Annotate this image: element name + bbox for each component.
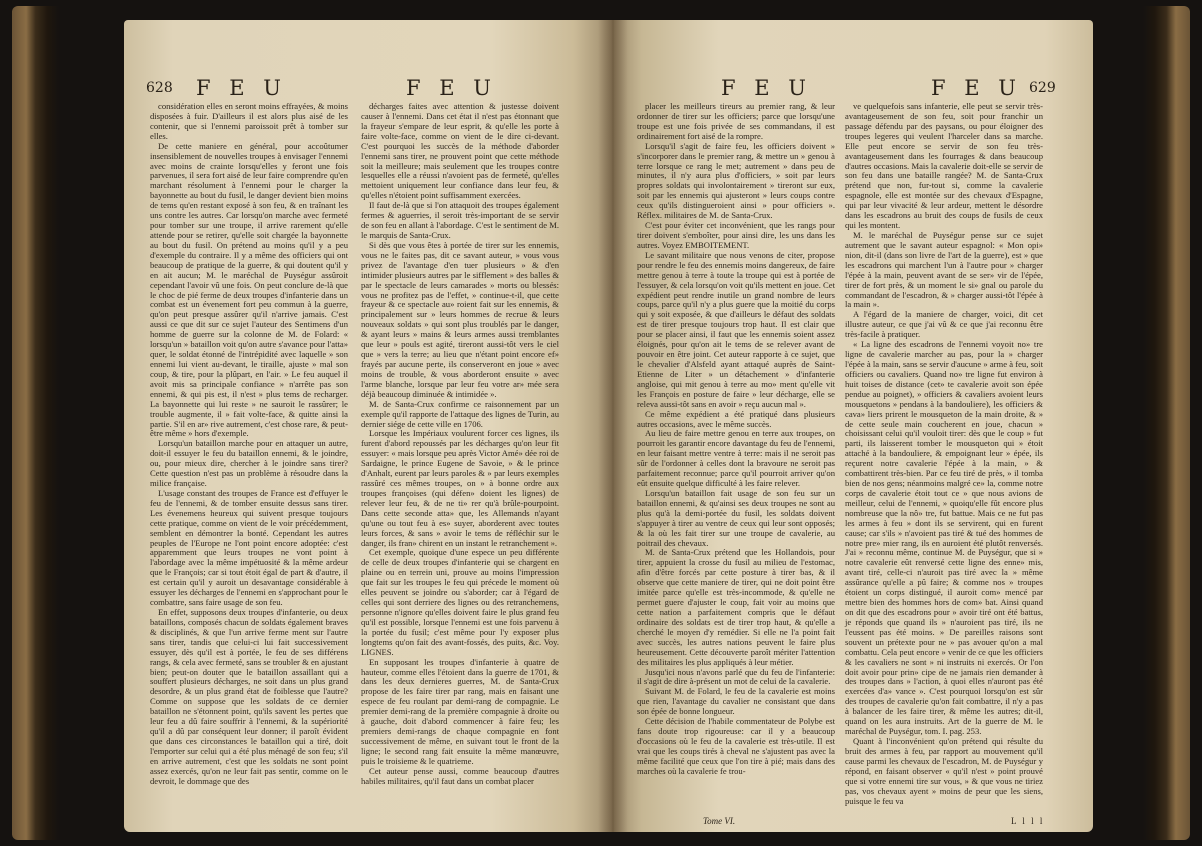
paragraph: Suivant M. de Folard, le feu de la cavalerie est moins que rien, l'avantage du cavalier ne consistant que dans son épée de bonne longueur. bbox=[637, 686, 835, 717]
paragraph: Jusqu'ici nous n'avons parlé que du feu de l'infanterie: il s'agit de dire à-présent un mot de celui de la cavalerie. bbox=[637, 666, 835, 687]
headword: F E U bbox=[931, 76, 1022, 100]
tome-label: Tome VI. bbox=[703, 816, 736, 826]
paragraph: A l'égard de la maniere de charger, voici, dit cet illustre auteur, ce que j'ai vû & ce que j'ai reconnu être très-facile à pratiquer. bbox=[845, 309, 1043, 340]
book bbox=[12, 6, 1190, 840]
paragraph: Au lieu de faire mettre genou en terre aux troupes, on pourroit les garantir encore davantage du feu de l'ennemi, en leur faisant mettre ventre à terre: mais il ne seroit pas sûr de l'ordonner à celles dont la bravoure ne seroit pas parfaitement reconnue; parce qu'il pourroit arriver qu'on eût ensuite quelque difficulté à les faire relever. bbox=[637, 428, 835, 489]
paragraph: décharges faites avec attention & justesse doivent causer à l'ennemi. Dans cet état il n'est pas étonnant que la frayeur s'empare de leur esprit, & qu'elle les porte à faire volte-face, comme on vient de le dire ci-devant. C'est pourquoi les succès de la méthode d'aborder l'ennemi sans tirer, ne prouvent point que cette méthode soit la meilleure; mais seulement que les troupes contre lesquelles elle a réussi n'avoient pas de fermeté, qu'elles mettoient uniquement leur confiance dans leur feu, & qu'elles n'étoient point suffisamment exercées. bbox=[361, 101, 559, 201]
paragraph: Cet auteur pense aussi, comme beaucoup d'autres habiles militaires, qu'il faut dans un combat placer bbox=[361, 765, 559, 786]
paragraph: Lorsqu'il s'agit de faire feu, les officiers doivent » s'incorporer dans le premier rang, & mettre un » genou à terre lorsque ce rang le met; autrement » dans peu de minutes, il n'y aura plus d'officiers, » soit par leurs propres soldats qui involontairement » tireront sur eux, soit par les ennemis qui ajusteront » leurs coups contre ceux qu'ils distingueroient ainsi » pour officiers ». Réflex. militaires de M. de Santa-Crux. bbox=[637, 140, 835, 221]
paragraph: Le savant militaire que nous venons de citer, propose pour rendre le feu des ennemis moins dangereux, de faire mettre genou à terre à toute la troupe qui est à portée de l'essuyer, & cela lorsqu'on voit qu'ils mettent en joue. Cet expédient peut rendre inutile un grand nombre de leurs coups, parce qu'il n'y a plus guere que la moitié du corps qui y soit exposée, & que d'ailleurs le défaut des soldats est de tirer presque toujours trop haut. Il est clair que pour se placer ainsi, il faut que les ennemis soient assez éloignés, pour qu'on ait le tems de se relever avant de pouvoir en être joint. Cet auteur rapporte à ce sujet, que le chevalier d'Alsfeld ayant attaqué auprès de Saint-Etienne de Liter » un détachement » d'infanterie angloise, qui mit genou à terre au mo» ment qu'elle vit les François en posture de faire » leur décharge, elle se releva aussi-tôt sans en avoir » reçu aucun mal ». bbox=[637, 249, 835, 409]
paragraph: placer les meilleurs tireurs au premier rang, & leur ordonner de tirer sur les officiers; parce que lorsqu'une troupe est une fois privée de ses commandans, il est ordinairement fort aisé de la rompre. bbox=[637, 101, 835, 141]
paragraph: Lorsque les Impériaux voulurent forcer ces lignes, ils furent d'abord repoussés par les décharges qu'on leur fit essuyer: « mais lorsque peu après Victor Amé» dée roi de Sardaigne, le prince Eugene de Savoie, » & le prince d'Anhalt, eurent par leurs paroles & » par leurs exemples rassûré ces mêmes troupes, on » à bonne ordre aux troupes françoises (qui défen» doient les lignes) de relever leur feu, & de ne ti» rer qu'à brûle-pourpoint. Dans cette seconde atta» que, les Allemands n'ayant qu'une ou tout feu à es» suyer, aborderent avec toutes leurs forces, & sans » avoir le tems de réfléchir sur le danger, ils fran» chirent en un instant le retranchement ». bbox=[361, 428, 559, 548]
page-number: 628 bbox=[146, 80, 173, 96]
paragraph: En supposant les troupes d'infanterie à quatre de hauteur, comme elles l'étoient dans la guerre de 1701, & dans les deux dernieres guerres, M. de Santa-Crux propose de les faire tirer par rang, mais en faisant une espece de feu roulant par demi-rang de compagnie. Le premier demi-rang de la première compagnie à droite ou à gauche, doit d'abord commencer à faire feu; les premiers demi-rangs de chaque compagnie en font successivement de même, en suivant tout le front de la ligne; le second rang fait ensuite la même manœuvre, puis le troisieme & le quatrieme. bbox=[361, 656, 559, 766]
paragraph: M. de Santa-Crux confirme ce raisonnement par un exemple qu'il rapporte de l'attaque des lignes de Turin, au dernier siége de cette ville en 1706. bbox=[361, 398, 559, 429]
headword: F E U bbox=[196, 76, 287, 100]
paragraph: Cette décision de l'habile commentateur de Polybe est fans doute trop rigoureuse: car il y a beaucoup d'occasions où le feu de la cavalerie est très-utile. Il est vrai que les coups tirés à cheval ne s'ajustent pas avec la même facilité que ceux que l'on tire à pié; mais dans des marches où la cavalerie fe trou- bbox=[637, 716, 835, 776]
paragraph: considération elles en seront moins effrayées, & moins disposées à fuir. D'ailleurs il est alors plus aisé de les contenir, que si l'ennemi paroissoit prêt à tomber sur elles. bbox=[150, 101, 348, 141]
paragraph: Il faut de-là que si l'on attaquoit des troupes également fermes & aguerries, il seroit très-important de se servir de son feu en allant à l'abordage. C'est le sentiment de M. le marquis de Santa-Crux. bbox=[361, 200, 559, 240]
text-column-1 bbox=[150, 102, 348, 812]
paragraph: ve quelquefois sans infanterie, elle peut se servir très-avantageusement de son feu, soit pour franchir un passage défendu par des paysans, ou pour éloigner des troupes legeres qui veulent l'harceler dans sa marche. Elle peut encore se servir de son feu très-avantageusement dans les fourrages & dans beaucoup d'autres occasions. Mais la cavalerie doit-elle se servir de son feu dans une bataille rangée? M. de Santa-Crux prétend que non, fur-tout si, comme la cavalerie espagnole, elle est montée sur des chevaux d'Espagne, qui par leur vivacité & leur ardeur, mettent le désordre dans les escadrons au bruit des coups de fusils de ceux qui les montent. bbox=[845, 101, 1043, 231]
headword: F E U bbox=[721, 76, 812, 100]
paragraph: Cet exemple, quoique d'une espece un peu différente de celle de deux troupes d'infanterie qui se chargent en plaine ou en terrein uni, prouve au moins l'impression que fait sur les troupes le feu qui précede le moment où elles peuvent se joindre ou s'aborder; car à l'égard de celles qui sont derriere des lignes ou des retranchemens, personne n'ignore qu'elles doivent faire le plus grand feu qu'il est possible, lorsque l'ennemi est une fois parvenu à la portée du fusil; c'est même pour l'y exposer plus longtems qu'on fait des avant-fossés, des puits, &c. Voy. LIGNES. bbox=[361, 547, 559, 657]
paragraph: Ce même expédient a été pratiqué dans plusieurs autres occasions, avec le même succès. bbox=[637, 408, 835, 429]
right-running-head bbox=[613, 76, 1093, 102]
left-page bbox=[124, 20, 613, 832]
left-running-head bbox=[124, 76, 613, 102]
page-number: 629 bbox=[1029, 80, 1056, 96]
text-column-2 bbox=[845, 101, 1043, 806]
text-column-2 bbox=[361, 102, 559, 812]
paragraph: Si dès que vous êtes à portée de tirer sur les ennemis, vous ne le faites pas, dit ce savant auteur, » vous vous privez de l'avantage d'en tuer plusieurs » & d'en intimider plusieurs autres par le sifflement » des balles & par le spectacle de leurs camarades » morts ou blessés: vous ne profitez pas de l'effet, » continue-t-il, que cette frayeur & ce spectacle au» roient fait sur les ennemis, & principalement sur » leurs hommes de recrue & leurs nouveaux soldats » qui sont plus troublés par le danger, & ayant leurs » mains & leurs armes aussi tremblantes que leur » pouls est agité, tireront aussi-tôt vers le ciel que » vers la terre; au lieu que n'étant point encore ef» frayés par aucune perte, ils conserveront en joue » avec moins de trouble, & vous aborderont ensuite » avec l'arme blanche, lorsque par leur feu votre ar» mée sera déjà beaucoup diminuée & intimidée ». bbox=[361, 239, 559, 399]
paragraph: Lorsqu'un bataillon marche pour en attaquer un autre, doit-il essuyer le feu du bataillon ennemi, & le joindre, ou, pour mieux dire, chercher à le joindre sans tirer? Cette question n'est pas un problème à résoudre dans la milice française. bbox=[150, 438, 348, 489]
paragraph: En effet, supposons deux troupes d'infanterie, ou deux bataillons, composés chacun de soldats également braves & disciplinés, & que l'un arrive ferme ment sur l'autre sans tirer, tandis que celui-ci lui fait successivement essuyer, dès qu'il est à portée, le feu de ses différens rangs, & cela avec fermeté, sans se troubler & en ajustant bien; peut-on douter que le bataillon assaillant qui a souffert plusieurs décharges, ne soit dans un plus grand desordre, & un plus grand état de foiblesse que l'autre? Comme on suppose que les soldats de ce dernier bataillon ne s'étonnent point, qu'ils savent les pertes que leur feu a dû faire souffrir à l'ennemi, & la supériorité qu'il a dû par conséquent leur donner; il paroît évident que dans ces circonstances le bataillon qui a tiré, doit l'emporter sur celui qui a été plus ménagé de son feu; s'il en arrive autrement, c'est que les soldats ne sont point assez exercés, qu'on ne leur fait pas sentir, comme on le devroit, le dommage que des bbox=[150, 607, 348, 786]
paragraph: C'est pour éviter cet inconvénient, que les rangs pour tirer doivent s'emboîter, pour ainsi dire, les uns dans les autres. Voyez EMBOITEMENT. bbox=[637, 220, 835, 250]
paragraph: « La ligne des escadrons de l'ennemi voyoit no» tre ligne de cavalerie marcher au pas, pour la » charger l'épée à la main, sans se servir d'aucune » arme à feu, soit officiers ou cavaliers. Quand no» tre ligne fut environ à huit toises de distance (cet» te cavalerie avoit son épée pendue au poignet), » officiers & cavaliers avoient leurs mousquetons » pendans à la bandouliere), les officiers & cava» liers prirent le mousqueton de la main droite, & » de cette seule main coucherent en joue, chacun » choisissant celui qu'il vouloit tirer: dès que le coup » fut parti, ils laisserent tomber le mousqueton qui » étoit attaché à la bandouliere, & empoignant leur » épée, ils reçurent notre cavalerie l'épée à la main, » & combattirent très-bien. Par ce feu tiré de près, » il tomba bien de nos gens; néanmoins malgré ce» la, comme notre corps de cavalerie étoit tout ce » que nous avions de meilleur, celui de l'ennemi, » quoiqu'elle fût encore plus nombreuse que la nô» tre, fut battue. Mais ce ne fut pas les armes à feu » dont ils se servirent, qui en furent cause; car s'ils » n'avoient pas tiré & tué des hommes de notre pre» mier rang, ils en auroient été plutôt renversés. J'ai » reconnu même, continue M. de Puységur, que si » notre cavalerie eût renversé cette ligne des enne» mis, avant tiré, celle-ci n'auroit pas tiré avec la » même assûrance qu'elle a pû faire; & comme nos » troupes étoient un corps distingué, il auroit com» mencé par mettre bien des hommes hors de com» bat. Ainsi quand on dit que des escadrons pour » avoir tiré ont été battus, je réponds que quand ils » n'auroient pas tiré, ils ne l'eussent pas été moins. » De pareilles raisons sont souvent un prétexte pour ne » pas avouer qu'on a mal combattu. Cela peut encore » venir de ce que les officiers & les cavaliers ne sont » ni instruits ni exercés. Or l'on doit avoir pour prin» cipe de ne jamais rien demander à des troupes dans » l'action, à quoi elles n'auront pas été exercées d'a» vance ». C'est pourquoi lorsqu'on est sûr des troupes de cavalerie qu'on fait combattre, il n'y a pas à balancer de les faire tirer, & même les autres; dit-il, quand on les aura instruits. Art de la guerre de M. le maréchal de Puységur, tom. I. pag. 253. bbox=[845, 339, 1043, 737]
headword: F E U bbox=[406, 76, 497, 100]
paragraph: Lorsqu'un bataillon fait usage de son feu sur un bataillon ennemi, & qu'ainsi ses deux troupes ne sont au plus qu'à la demi-portée du fusil, les soldats doivent s'appuyer à tirer au ventre de ceux qui leur sont opposés; & la où les fait tirer sur une troupe de cavalerie, au poitrail des chevaux. bbox=[637, 487, 835, 548]
paragraph: De cette maniere en général, pour accoûtumer insensiblement de nouvelles troupes à envisager l'ennemi avec moins de crainte lorsqu'elles y feront une fois parvenues, il sera fort aisé de leur faire comprendre qu'en marchant résolument à l'ennemi pour le charger la bayonnette au bout du fusil, le danger devient bien moins de tems qu'en restant exposé à son feu, & en traînant les uns contre les autres. Car lorsqu'on marche avec fermeté pour tomber sur une troupe, il arrive rarement qu'elle attende pour se retirer, qu'elle soit chargée la bayonnette au bout du fusil. On prétend au moins qu'il y a peu d'exemple du contraire. Il y a même des officiers qui ont beaucoup de pratique de la guerre, & qui doutent qu'il y en ait aucun; M. le maréchal de Puységur assûroit cependant l'avoir vû une fois. On peut conclure de-là que le choc de pié ferme de deux troupes d'infanterie dans un combat est un évenement fort peu commun à la guerre, qu'on peut presque assûrer qu'il n'arrive jamais. C'est aussi ce que dit sur ce sujet l'auteur des Sentimens d'un homme de guerre sur la colonne de M. de Folard: « lorsqu'un » bataillon voit qu'on autre s'avance pour l'atta» quer, le soldat étonné de l'intrépidité avec laquelle » son ennemi lui vient au-devant, le tiraille, ajuste » mal son coup, & tire, pour la plûpart, en l'air. » Le feu auquel il avoit mis sa principale confiance » n'arrête pas son ennemi, & qui pis est, il n'est » plus tems de recharger. La bayonnette qui lui reste » ne sauroit le rassûrer; le trouble augmente, il » fait volte-face, & quitte ainsi la partie. S'il en ar» rive autrement, c'est chose rare, & peut-être même » hors d'exemple. bbox=[150, 140, 348, 439]
signature-mark: L l l l bbox=[1011, 816, 1045, 826]
text-column-1 bbox=[637, 102, 835, 812]
paragraph: L'usage constant des troupes de France est d'effuyer le feu de l'ennemi, & de tomber ensuite dessus sans tirer. Les évenemens heureux qui suivent presque toujours cette pratique, comme on vient de le voir précédemment, semblent en démontrer la bonté. Cependant les autres peuples de l'Europe ne l'ont point encore adoptée: c'est apparemment que leurs troupes ne vont point à l'abordage avec la même impétuosité & la même ardeur que le François; car si tout étoit égal de part & d'autre, il est certain qu'il y auroit un desavantage considérable à essuyer les décharges de l'ennemi en s'approchant pour le combattre, sans faire usage de son feu. bbox=[150, 487, 348, 608]
paragraph: M. le maréchal de Puységur pense sur ce sujet autrement que le savant auteur espagnol: « Mon opi» nion, dit-il (dans son livre de l'art de la guerre), est » que les escadrons qui marchent l'un à l'autre pour » charger l'épée à la main, peuvent avant de se ser» vir de l'épée, tirer de fort près, & un moment le si» gnal ou parole du commandant de l'escadron, & » charger aussi-tôt l'épée à la main ». bbox=[845, 229, 1043, 310]
paragraph: M. de Santa-Crux prétend que les Hollandois, pour tirer, appuient la crosse du fusil au milieu de l'estomac, afin d'être forcés par cette posture à tirer bas, & il observe que cette maniere de tirer, qui ne doit point être imitée parce qu'elle est très-incommode, & qu'elle ne permet guere d'ajuster le coup, fait voir au moins que cette nation a parfaitement compris que le défaut ordinaire des soldats est de tirer trop haut, & qu'elle a cherché le moyen d'y remédier. Si elle ne l'a point fait avec succès, les autres nations peuvent le faire plus heureusement. Cette découverte paroît mériter l'attention des militaires les plus appliqués à leur métier. bbox=[637, 547, 835, 667]
right-page bbox=[613, 20, 1093, 832]
paragraph: Quant à l'inconvénient qu'on prétend qui résulte du bruit des armes à feu, par rapport au mouvement qu'il cause parmi les chevaux de l'escadron, M. de Puységur y répond, en faisant observer « qu'il n'est » point prouvé que si votre ennemi tire sur vous, » & que vous ne tiriez pas, vos chevaux ayent » moins de peur que les siens, puisque le feu va bbox=[845, 736, 1043, 806]
